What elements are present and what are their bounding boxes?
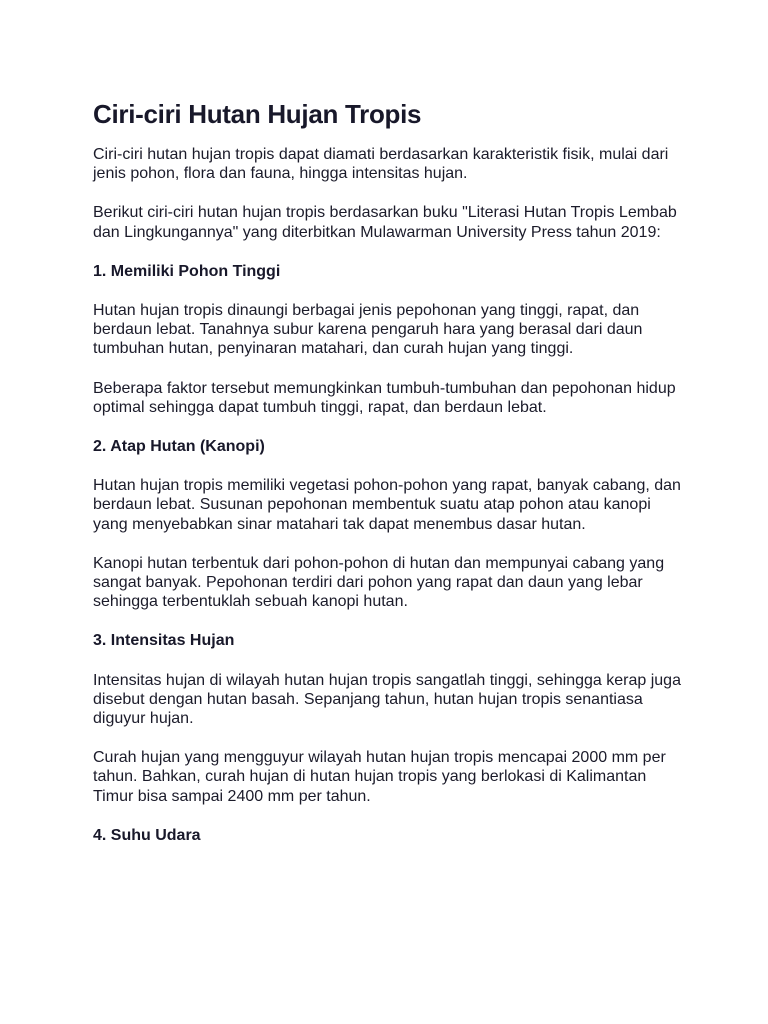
section-heading-intensitas-hujan: 3. Intensitas Hujan	[93, 632, 235, 650]
section-paragraph: Hutan hujan tropis memiliki vegetasi pohon-pohon yang rapat, banyak cabang, dan berdaun lebat. Susunan pepohonan membentuk suatu atap pohon atau kanopi yang menyebabkan sinar matahari tak dapat menembus dasar hutan.	[93, 477, 681, 533]
section-paragraph: Curah hujan yang mengguyur wilayah hutan hujan tropis mencapai 2000 mm per tahun. Bahkan, curah hujan di hutan hujan tropis yang berlokasi di Kalimantan Timur bisa sampai 2400 mm per tahun.	[93, 749, 666, 805]
section-heading-kanopi: 2. Atap Hutan (Kanopi)	[93, 438, 265, 456]
intro-paragraph: Ciri-ciri hutan hujan tropis dapat diamati berdasarkan karakteristik fisik, mulai dari jenis pohon, flora dan fauna, hingga intensitas hujan.	[93, 146, 669, 183]
section-paragraph: Beberapa faktor tersebut memungkinkan tumbuh-tumbuhan dan pepohonan hidup optimal sehingga dapat tumbuh tinggi, rapat, dan berdaun lebat.	[93, 379, 676, 416]
document-title: Ciri-ciri Hutan Hujan Tropis	[93, 99, 422, 129]
section-paragraph: Intensitas hujan di wilayah hutan hujan tropis sangatlah tinggi, sehingga kerap juga disebut dengan hutan basah. Sepanjang tahun, hutan hujan tropis senantiasa diguyur hujan.	[93, 671, 681, 728]
section-heading-pohon-tinggi: 1. Memiliki Pohon Tinggi	[93, 262, 281, 280]
section-heading-suhu-udara: 4. Suhu Udara	[93, 826, 201, 844]
section-paragraph: Kanopi hutan terbentuk dari pohon-pohon di hutan dan mempunyai cabang yang sangat banyak. Pepohonan terdiri dari pohon yang rapat dan daun yang lebar sehingga terbentuklah sebuah kanopi hutan.	[93, 554, 665, 611]
section-paragraph: Hutan hujan tropis dinaungi berbagai jenis pepohonan yang tinggi, rapat, dan berdaun lebat. Tanahnya subur karena pengaruh hara yang berasal dari daun tumbuhan hutan, penyinaran matahari, dan curah hujan yang tinggi.	[93, 302, 643, 358]
source-paragraph: Berikut ciri-ciri hutan hujan tropis berdasarkan buku "Literasi Hutan Tropis Lembab dan Lingkungannya" yang diterbitkan Mulawarman University Press tahun 2019:	[93, 204, 677, 241]
document-page	[93, 97, 683, 865]
